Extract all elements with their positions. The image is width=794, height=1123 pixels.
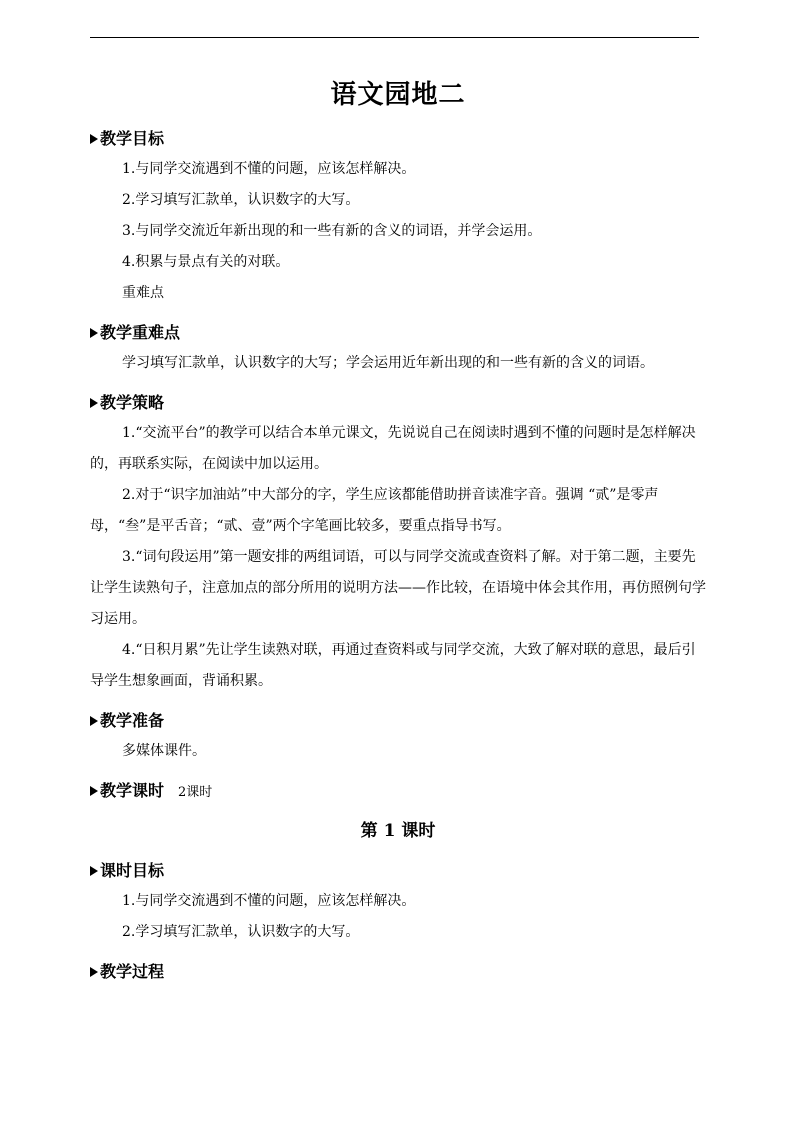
heading-lesson-goals: 课时目标 xyxy=(90,855,706,886)
goal-item: 4.积累与景点有关的对联。 xyxy=(122,254,290,270)
heading-teaching-goals: 教学目标 xyxy=(90,123,706,154)
heading-teaching-prep: 教学准备 xyxy=(90,705,706,736)
triangle-bullet-icon xyxy=(90,134,98,144)
key-points-text: 学习填写汇款单，认识数字的大写；学会运用近年新出现的和一些有新的含义的词语。 xyxy=(122,355,654,371)
goal-item: 2.学习填写汇款单，认识数字的大写。 xyxy=(122,192,360,208)
heading-teaching-strategy: 教学策略 xyxy=(90,387,706,418)
triangle-bullet-icon xyxy=(90,716,98,726)
strategy-item: 2.对于“识字加油站”中大部分的字，学生应该都能借助拼音读准字音。强调 “贰”是零声母，“叁”是平舌音；“贰、壹”两个字笔画比较多，要重点指导书写。 xyxy=(90,487,659,534)
document-page xyxy=(90,75,706,987)
goal-item: 1.与同学交流遇到不懂的问题，应该怎样解决。 xyxy=(122,161,416,177)
prep-text: 多媒体课件。 xyxy=(122,743,206,759)
triangle-bullet-icon xyxy=(90,328,98,338)
triangle-bullet-icon xyxy=(90,786,98,796)
triangle-bullet-icon xyxy=(90,866,98,876)
strategy-item: 4.“日积月累”先让学生读熟对联，再通过查资料或与同学交流，大致了解对联的意思，最后引导学生想象画面，背诵积累。 xyxy=(90,642,696,689)
strategy-item: 1.“交流平台”的教学可以结合本单元课文，先说说自己在阅读时遇到不懂的问题时是怎样解决的，再联系实际，在阅读中加以运用。 xyxy=(90,425,696,472)
triangle-bullet-icon xyxy=(90,967,98,977)
goal-item: 3.与同学交流近年新出现的和一些有新的含义的词语，并学会运用。 xyxy=(122,223,542,239)
heading-teaching-hours: 教学课时 2课时 xyxy=(90,775,706,806)
lesson-goal-item: 2.学习填写汇款单，认识数字的大写。 xyxy=(122,924,360,940)
goal-tail-label: 重难点 xyxy=(122,285,164,301)
header-rule xyxy=(90,37,699,38)
hours-value: 2课时 xyxy=(178,785,213,800)
heading-teaching-process: 教学过程 xyxy=(90,956,706,987)
document-title: 语文园地二 xyxy=(330,80,466,110)
lesson-1-title: 第 1 课时 xyxy=(360,821,436,841)
triangle-bullet-icon xyxy=(90,398,98,408)
lesson-goal-item: 1.与同学交流遇到不懂的问题，应该怎样解决。 xyxy=(122,893,416,909)
strategy-item: 3.“词句段运用”第一题安排的两组词语，可以与同学交流或查资料了解。对于第二题，主要先让学生读熟句子，注意加点的部分所用的说明方法——作比较，在语境中体会其作用，再仿照例句学习运用。 xyxy=(90,549,706,627)
heading-key-points: 教学重难点 xyxy=(90,317,706,348)
